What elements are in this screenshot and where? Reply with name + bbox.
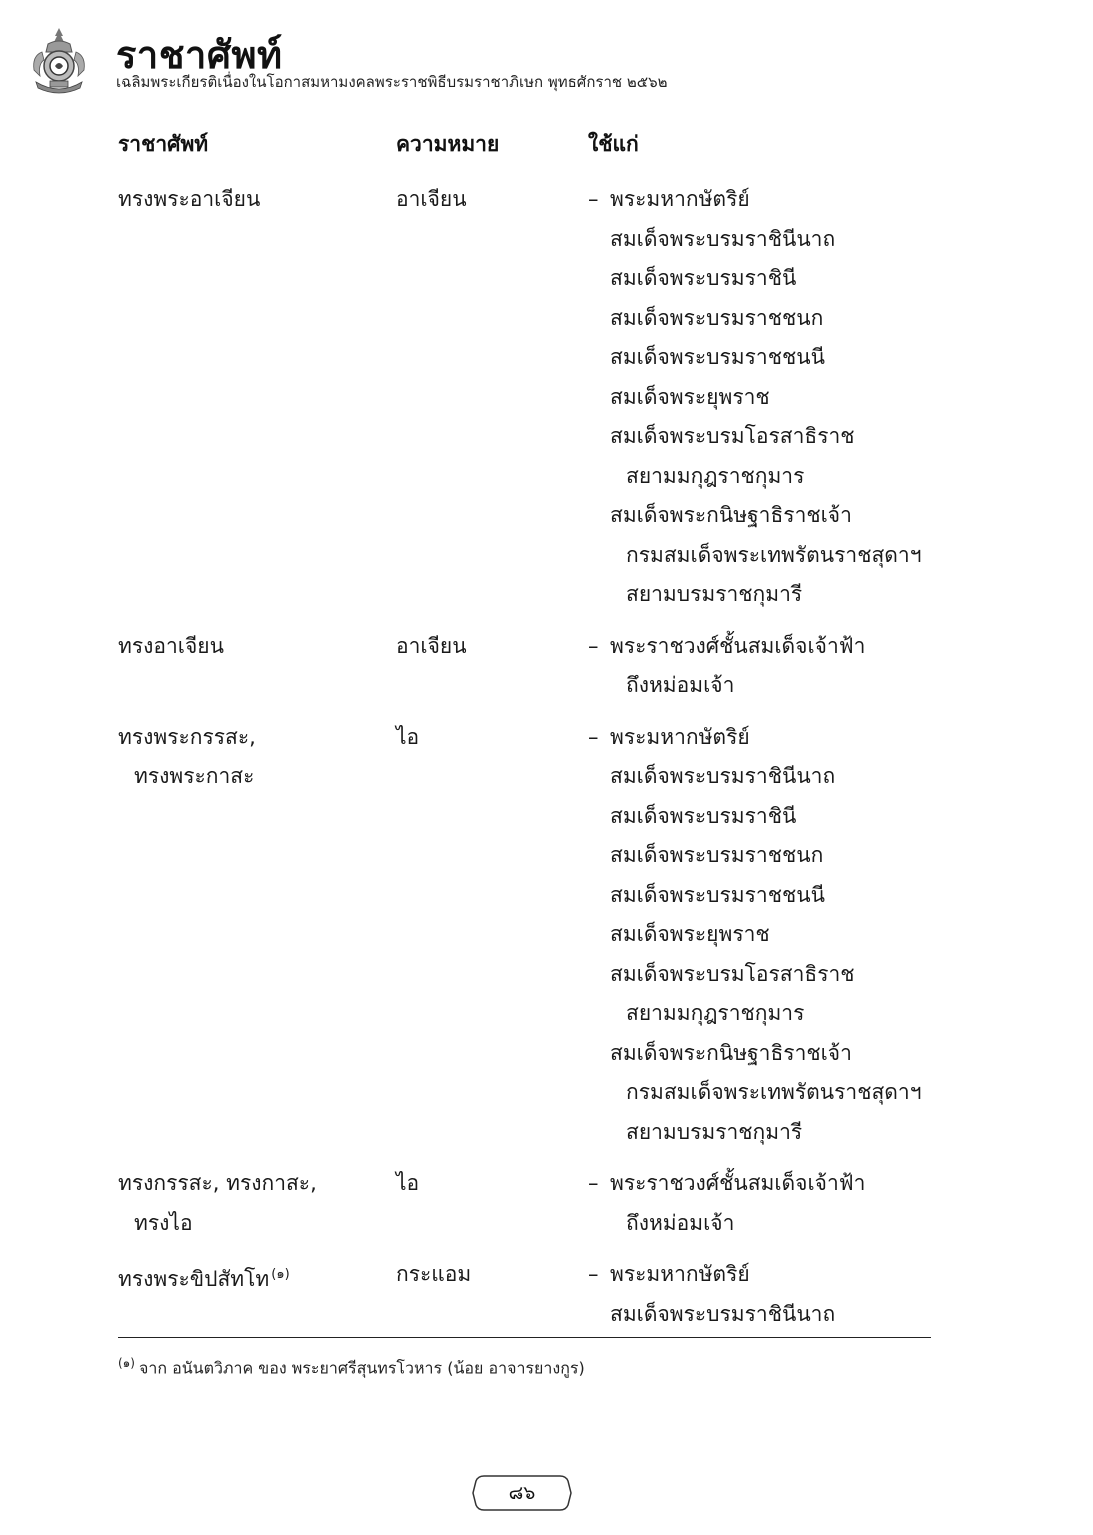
term-cell: ทรงพระอาเจียน xyxy=(118,187,261,211)
royal-emblem-icon xyxy=(28,26,90,96)
footnote-ref: (๑) xyxy=(271,1267,290,1282)
used-for-cell: – พระมหากษัตริย์ สมเด็จพระบรมราชินีนาถ สมเด็จพระบรมราชินี สมเด็จพระบรมราชชนก สมเด็จพระบรมราชชนนี สมเด็จพระยุพราช สมเด็จพระบรมโอรสาธิราช สยามมกุฎราชกุมาร สมเด็จพระกนิษฐาธิราชเจ้า กรมสมเด็จพระเทพรัตนราชสุดาฯ สยามบรมราชกุมารี xyxy=(588,724,922,1144)
table-row xyxy=(118,1255,938,1334)
term-cell: ทรงอาเจียน xyxy=(118,633,224,658)
entries-list xyxy=(118,180,938,1346)
page-subtitle: เฉลิมพระเกียรติเนื่องในโอกาสมหามงคลพระราชพิธีบรมราชาภิเษก พุทธศักราช ๒๕๖๒ xyxy=(116,73,668,91)
meaning-cell: ไอ xyxy=(396,724,420,749)
used-for-cell: – พระราชวงศ์ชั้นสมเด็จเจ้าฟ้า ถึงหม่อมเจ้า xyxy=(588,633,866,697)
footnote xyxy=(118,1354,585,1381)
column-header-meaning: ความหมาย xyxy=(396,132,500,156)
term-cell: ทรงพระกรรสะ, ทรงพระกาสะ xyxy=(118,724,256,788)
table-row xyxy=(118,180,938,615)
used-for-cell: – พระราชวงศ์ชั้นสมเด็จเจ้าฟ้า ถึงหม่อมเจ้า xyxy=(588,1171,866,1235)
table-row xyxy=(118,718,938,1153)
page-header xyxy=(28,22,788,102)
page-number-badge xyxy=(470,1473,574,1513)
footnote-mark: (๑) xyxy=(118,1356,135,1370)
page-title: ราชาศัพท์ xyxy=(116,32,283,77)
table-row xyxy=(118,1164,938,1243)
term-cell: ทรงกรรสะ, ทรงกาสะ, ทรงไอ xyxy=(118,1171,317,1235)
used-for-cell: – พระมหากษัตริย์ สมเด็จพระบรมราชินีนาถ สมเด็จพระบรมราชินี สมเด็จพระบรมราชชนก สมเด็จพระบรมราชชนนี สมเด็จพระยุพราช สมเด็จพระบรมโอรสาธิราช สยามมกุฎราชกุมาร สมเด็จพระกนิษฐาธิราชเจ้า กรมสมเด็จพระเทพรัตนราชสุดาฯ สยามบรมราชกุมารี xyxy=(588,187,922,606)
meaning-cell: กระแอม xyxy=(396,1262,472,1286)
column-header-used-for: ใช้แก่ xyxy=(588,132,639,156)
meaning-cell: ไอ xyxy=(396,1171,420,1195)
column-header-term: ราชาศัพท์ xyxy=(118,132,209,156)
page-number: ๘๖ xyxy=(508,1482,536,1504)
used-for-cell: – พระมหากษัตริย์ สมเด็จพระบรมราชินีนาถ xyxy=(588,1262,836,1326)
term-cell: ทรงพระขิปสัทโท $^{(๑)}$ xyxy=(118,1267,290,1291)
footnote-divider xyxy=(118,1337,931,1338)
footnote-text: จาก อนันตวิภาค ของ พระยาศรีสุนทรโวหาร (น้อย อาจารยางกูร) xyxy=(138,1358,585,1378)
meaning-cell: อาเจียน xyxy=(396,187,467,211)
table-row xyxy=(118,627,938,706)
meaning-cell: อาเจียน xyxy=(396,633,467,658)
